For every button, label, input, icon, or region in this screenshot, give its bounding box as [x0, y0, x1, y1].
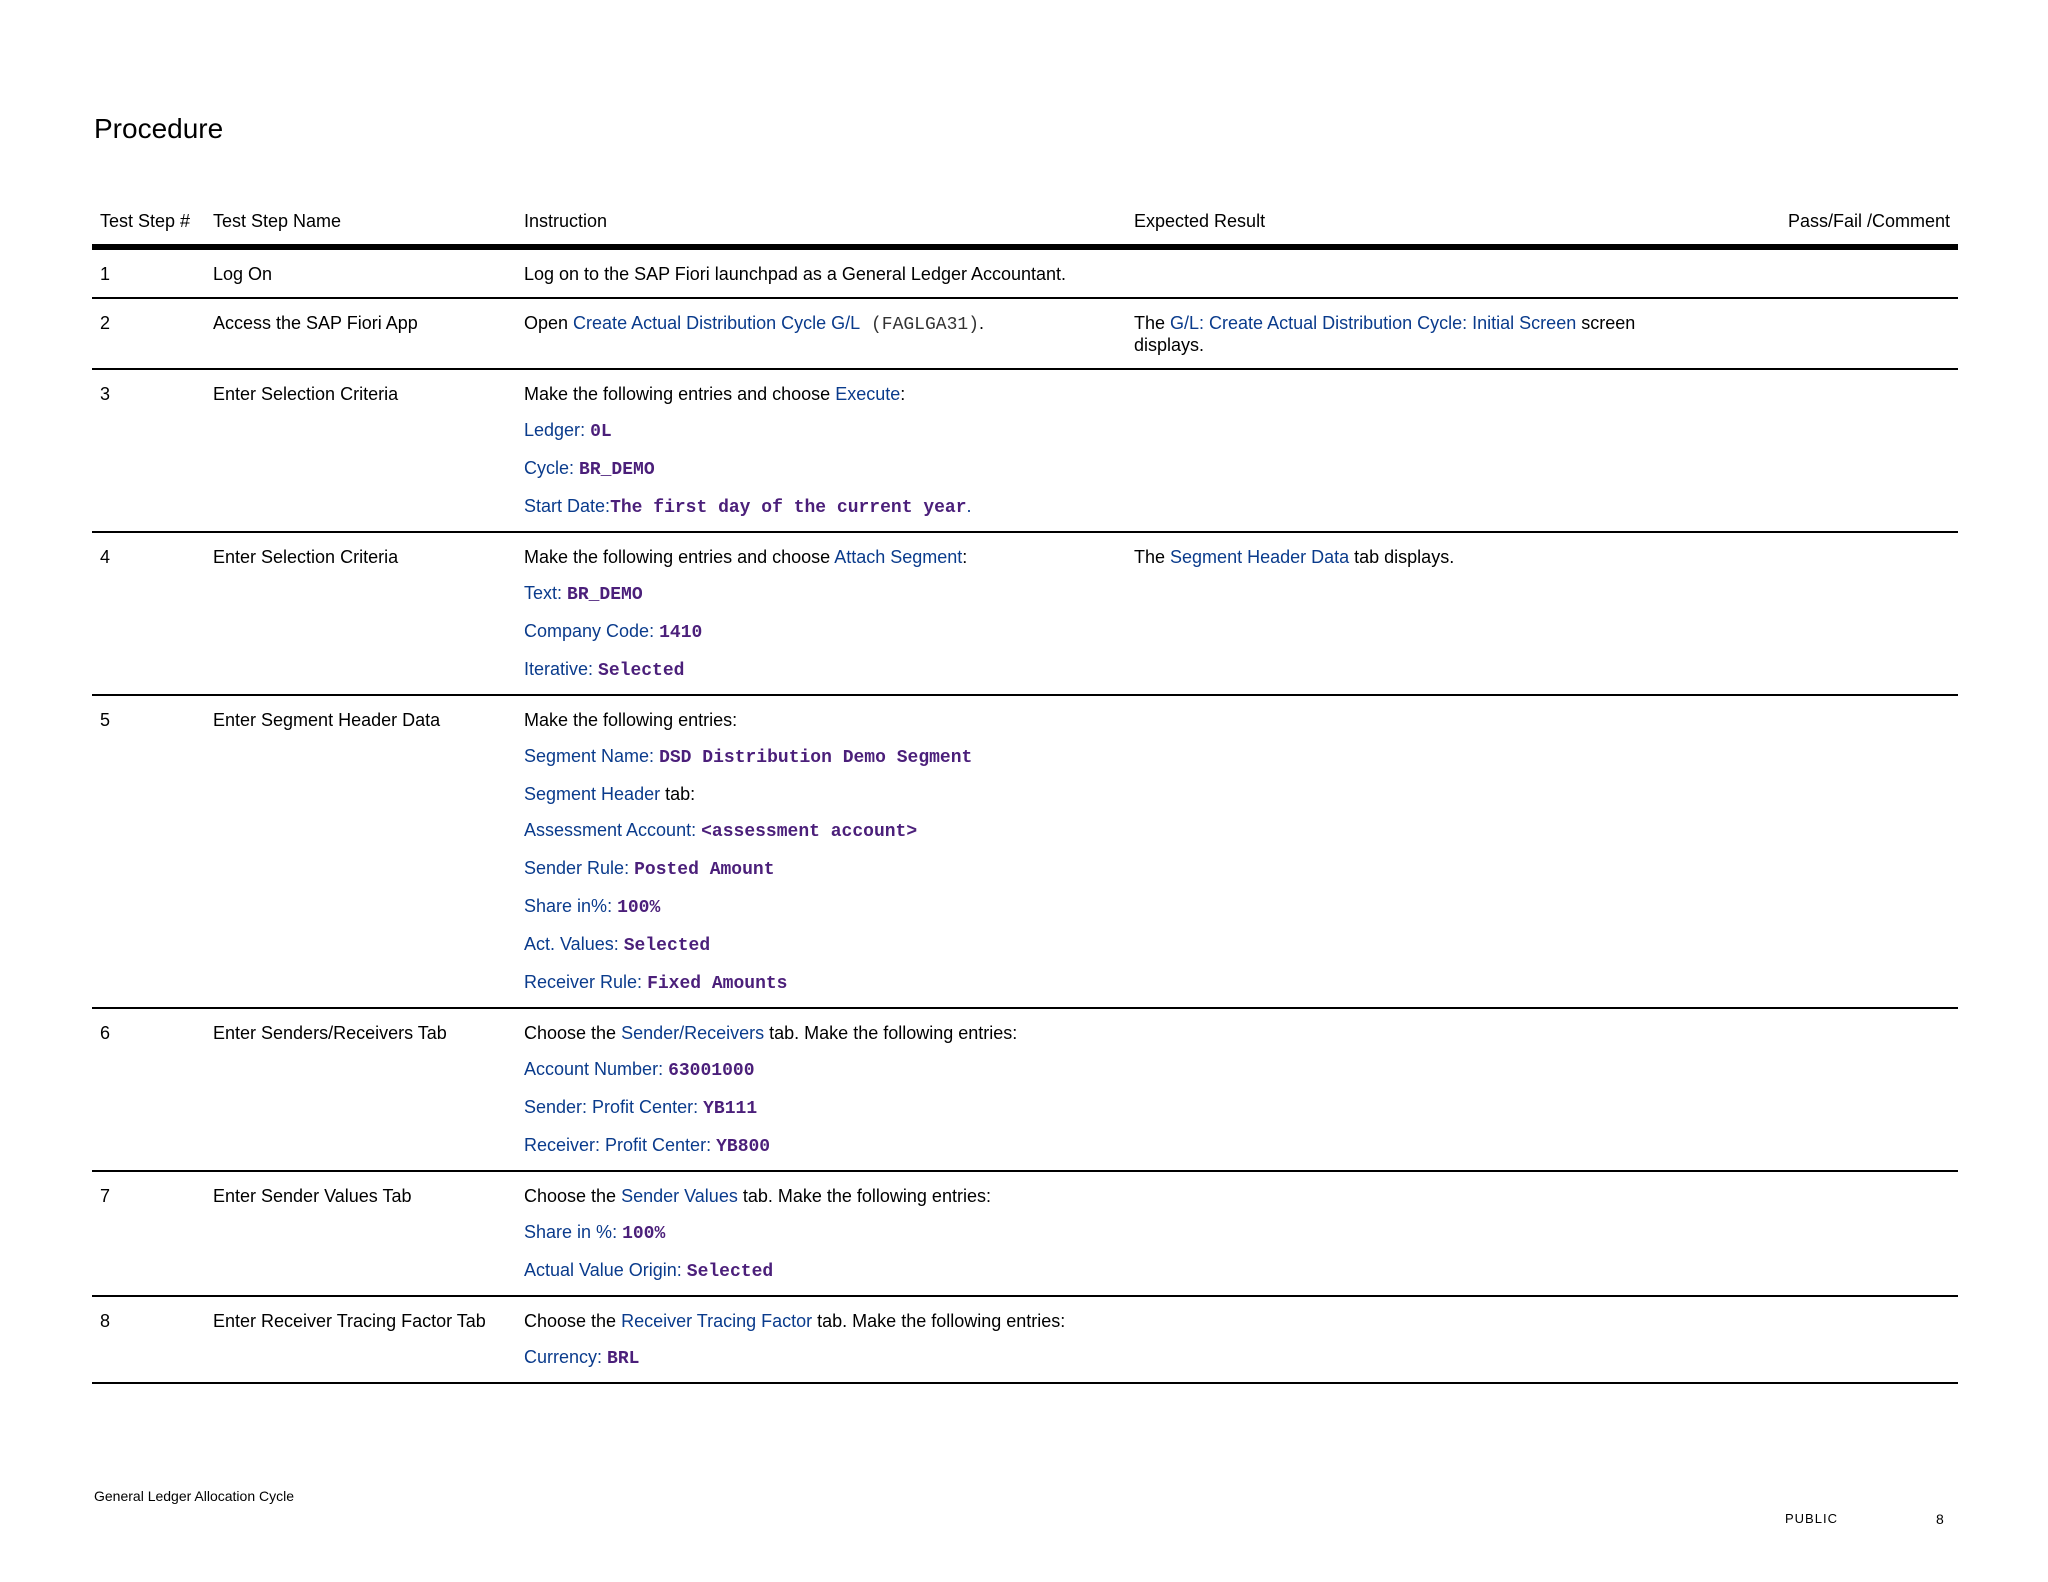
- expected-result-cell: [1126, 695, 1706, 1008]
- expected-result-cell: [1126, 298, 1706, 369]
- text-line: [524, 1022, 1118, 1044]
- footer-page-number: 8: [1936, 1511, 1944, 1527]
- field-value: 0L: [590, 422, 612, 442]
- text-line: [1134, 312, 1698, 356]
- text-line: [524, 495, 1118, 519]
- pass-fail-cell: [1706, 695, 1958, 1008]
- plain-text: .: [979, 313, 985, 333]
- field-value: Selected: [686, 1262, 774, 1282]
- field-separator: :: [607, 896, 618, 916]
- text-line: [524, 783, 1118, 805]
- text-line: [524, 1096, 1118, 1120]
- page-title: Procedure: [94, 113, 224, 144]
- col-header-instruction: Instruction: [516, 196, 1126, 247]
- field-label: Sender: Profit Center: [524, 1097, 694, 1117]
- text-line: [524, 1346, 1118, 1370]
- expected-result-cell: [1126, 247, 1706, 298]
- plain-text: Make the following entries and choose: [524, 384, 836, 404]
- plain-text: Choose the: [524, 1023, 622, 1043]
- plain-text: screen displays.: [1134, 313, 1636, 355]
- step-name-cell: Log On: [205, 247, 516, 298]
- text-line: [524, 1185, 1118, 1207]
- step-name-cell: Enter Segment Header Data: [205, 695, 516, 1008]
- instruction-cell: [516, 532, 1126, 695]
- field-label: Act. Values: [524, 934, 614, 954]
- instruction-cell: [516, 1171, 1126, 1296]
- field-separator: :: [637, 972, 648, 992]
- ui-element-name: Segment Header Data: [1170, 547, 1350, 567]
- instruction-cell: [516, 369, 1126, 532]
- col-header-name: Test Step Name: [205, 196, 516, 247]
- expected-result-cell: [1126, 1008, 1706, 1171]
- ui-element-name: Attach Segment: [834, 547, 963, 567]
- instruction-cell: [516, 298, 1126, 369]
- text-line: [524, 1058, 1118, 1082]
- text-line: [524, 819, 1118, 843]
- text-line: [524, 546, 1118, 568]
- instruction-cell: [516, 1296, 1126, 1383]
- field-value: DSD Distribution Demo Segment: [659, 748, 973, 768]
- field-label: Ledger: [524, 420, 581, 440]
- field-separator: :: [691, 820, 702, 840]
- field-value: YB800: [716, 1137, 771, 1157]
- field-separator: :: [580, 420, 591, 440]
- table-row: [92, 1296, 1958, 1383]
- pass-fail-cell: [1706, 298, 1958, 369]
- field-label: Share in %: [524, 1222, 613, 1242]
- footer-document-title: General Ledger Allocation Cycle: [94, 1488, 295, 1504]
- col-header-step: Test Step #: [92, 196, 205, 247]
- text-line: [524, 457, 1118, 481]
- pass-fail-cell: [1706, 247, 1958, 298]
- instruction-cell: [516, 695, 1126, 1008]
- field-label: Account Number: [524, 1059, 659, 1079]
- text-line: [524, 1221, 1118, 1245]
- plain-text: The: [1134, 313, 1171, 333]
- step-name-cell: Enter Selection Criteria: [205, 532, 516, 695]
- pass-fail-cell: [1706, 1171, 1958, 1296]
- footer-classification: PUBLIC: [1785, 1511, 1838, 1526]
- pass-fail-cell: [1706, 1296, 1958, 1383]
- step-number-cell: 8: [92, 1296, 205, 1383]
- field-separator: :: [605, 496, 611, 516]
- field-separator: :: [693, 1097, 704, 1117]
- plain-text: :: [962, 547, 968, 567]
- col-header-pass-fail: Pass/Fail /Comment: [1706, 196, 1958, 247]
- table-row: [92, 532, 1958, 695]
- plain-text: tab:: [660, 784, 696, 804]
- plain-text: tab. Make the following entries:: [737, 1186, 991, 1206]
- field-value: Fixed Amounts: [647, 974, 788, 994]
- table-header-row: [92, 196, 1958, 247]
- field-tail: .: [966, 496, 972, 516]
- table-row: [92, 1008, 1958, 1171]
- field-value: The first day of the current year: [610, 498, 967, 518]
- plain-text: Choose the: [524, 1311, 622, 1331]
- ui-element-name: Execute: [835, 384, 901, 404]
- table-row: [92, 695, 1958, 1008]
- field-label: Actual Value Origin: [524, 1260, 677, 1280]
- expected-result-cell: [1126, 369, 1706, 532]
- field-label: Cycle: [524, 458, 570, 478]
- text-line: [524, 745, 1118, 769]
- plain-text: tab. Make the following entries:: [764, 1023, 1018, 1043]
- text-line: [524, 1134, 1118, 1158]
- field-value: 100%: [622, 1224, 666, 1244]
- text-line: [524, 263, 1118, 285]
- step-number-cell: 1: [92, 247, 205, 298]
- col-header-expected: Expected Result: [1126, 196, 1706, 247]
- field-separator: :: [706, 1135, 717, 1155]
- text-line: [524, 383, 1118, 405]
- expected-result-cell: [1126, 532, 1706, 695]
- field-label: Company Code: [524, 621, 650, 641]
- text-line: [524, 857, 1118, 881]
- instruction-cell: [516, 1008, 1126, 1171]
- field-separator: :: [624, 858, 635, 878]
- text-line: [1134, 546, 1698, 568]
- ui-element-name: Receiver Tracing Factor: [621, 1311, 813, 1331]
- field-value: Posted Amount: [634, 860, 775, 880]
- field-separator: :: [613, 934, 624, 954]
- plain-text: Make the following entries:: [524, 710, 738, 730]
- field-value: BR_DEMO: [567, 585, 643, 605]
- step-number-cell: 2: [92, 298, 205, 369]
- plain-text: Open: [524, 313, 574, 333]
- field-separator: :: [676, 1260, 687, 1280]
- ui-element-name: Sender/Receivers: [621, 1023, 765, 1043]
- step-name-cell: Enter Senders/Receivers Tab: [205, 1008, 516, 1171]
- transaction-code: (FAGLGA31): [860, 315, 979, 335]
- plain-text: The: [1134, 547, 1171, 567]
- field-label: Currency: [524, 1347, 598, 1367]
- field-value: <assessment account>: [701, 822, 918, 842]
- field-label: Receiver: Profit Center: [524, 1135, 707, 1155]
- field-separator: :: [569, 458, 580, 478]
- ui-element-name: Create Actual Distribution Cycle G/L: [573, 313, 861, 333]
- table-row: [92, 369, 1958, 532]
- step-name-cell: Enter Receiver Tracing Factor Tab: [205, 1296, 516, 1383]
- plain-text: tab displays.: [1349, 547, 1455, 567]
- field-separator: :: [557, 583, 568, 603]
- field-label: Text: [524, 583, 558, 603]
- procedure-table: [92, 196, 1958, 1384]
- ui-element-name: Sender Values: [621, 1186, 738, 1206]
- step-name-cell: Enter Sender Values Tab: [205, 1171, 516, 1296]
- field-separator: :: [649, 621, 660, 641]
- field-label: Share in%: [524, 896, 608, 916]
- text-line: [524, 709, 1118, 731]
- field-label: Sender Rule: [524, 858, 625, 878]
- field-separator: :: [658, 1059, 669, 1079]
- step-number-cell: 6: [92, 1008, 205, 1171]
- text-line: [524, 582, 1118, 606]
- text-line: [524, 312, 1118, 336]
- plain-text: Choose the: [524, 1186, 622, 1206]
- field-separator: :: [588, 659, 599, 679]
- ui-element-name: Segment Header: [524, 784, 661, 804]
- expected-result-cell: [1126, 1171, 1706, 1296]
- text-line: [524, 1310, 1118, 1332]
- table-row: [92, 298, 1958, 369]
- field-value: 63001000: [668, 1061, 755, 1081]
- plain-text: Log on to the SAP Fiori launchpad as a General Ledger Accountant.: [524, 264, 1067, 284]
- plain-text: :: [900, 384, 906, 404]
- field-label: Assessment Account: [524, 820, 692, 840]
- field-value: BR_DEMO: [579, 460, 655, 480]
- pass-fail-cell: [1706, 369, 1958, 532]
- field-value: Selected: [623, 936, 711, 956]
- field-label: Iterative: [524, 659, 589, 679]
- step-number-cell: 7: [92, 1171, 205, 1296]
- table-row: [92, 247, 1958, 298]
- text-line: [524, 658, 1118, 682]
- step-name-cell: Enter Selection Criteria: [205, 369, 516, 532]
- field-value: 1410: [659, 623, 703, 643]
- ui-element-name: G/L: Create Actual Distribution Cycle: Initial Screen: [1170, 313, 1577, 333]
- step-number-cell: 4: [92, 532, 205, 695]
- field-separator: :: [597, 1347, 608, 1367]
- instruction-cell: [516, 247, 1126, 298]
- table-row: [92, 1171, 1958, 1296]
- text-line: [524, 419, 1118, 443]
- plain-text: Make the following entries and choose: [524, 547, 835, 567]
- field-value: YB111: [703, 1099, 758, 1119]
- expected-result-cell: [1126, 1296, 1706, 1383]
- field-separator: :: [612, 1222, 623, 1242]
- pass-fail-cell: [1706, 532, 1958, 695]
- step-number-cell: 5: [92, 695, 205, 1008]
- step-number-cell: 3: [92, 369, 205, 532]
- text-line: [524, 895, 1118, 919]
- pass-fail-cell: [1706, 1008, 1958, 1171]
- field-value: 100%: [617, 898, 661, 918]
- table-body: [92, 247, 1958, 1383]
- field-label: Start Date: [524, 496, 606, 516]
- text-line: [524, 971, 1118, 995]
- text-line: [524, 620, 1118, 644]
- field-label: Receiver Rule: [524, 972, 638, 992]
- field-label: Segment Name:: [524, 746, 655, 766]
- plain-text: tab. Make the following entries:: [812, 1311, 1066, 1331]
- field-value: BRL: [607, 1349, 640, 1369]
- text-line: [524, 1259, 1118, 1283]
- field-value: Selected: [598, 661, 685, 681]
- step-name-cell: Access the SAP Fiori App: [205, 298, 516, 369]
- text-line: [524, 933, 1118, 957]
